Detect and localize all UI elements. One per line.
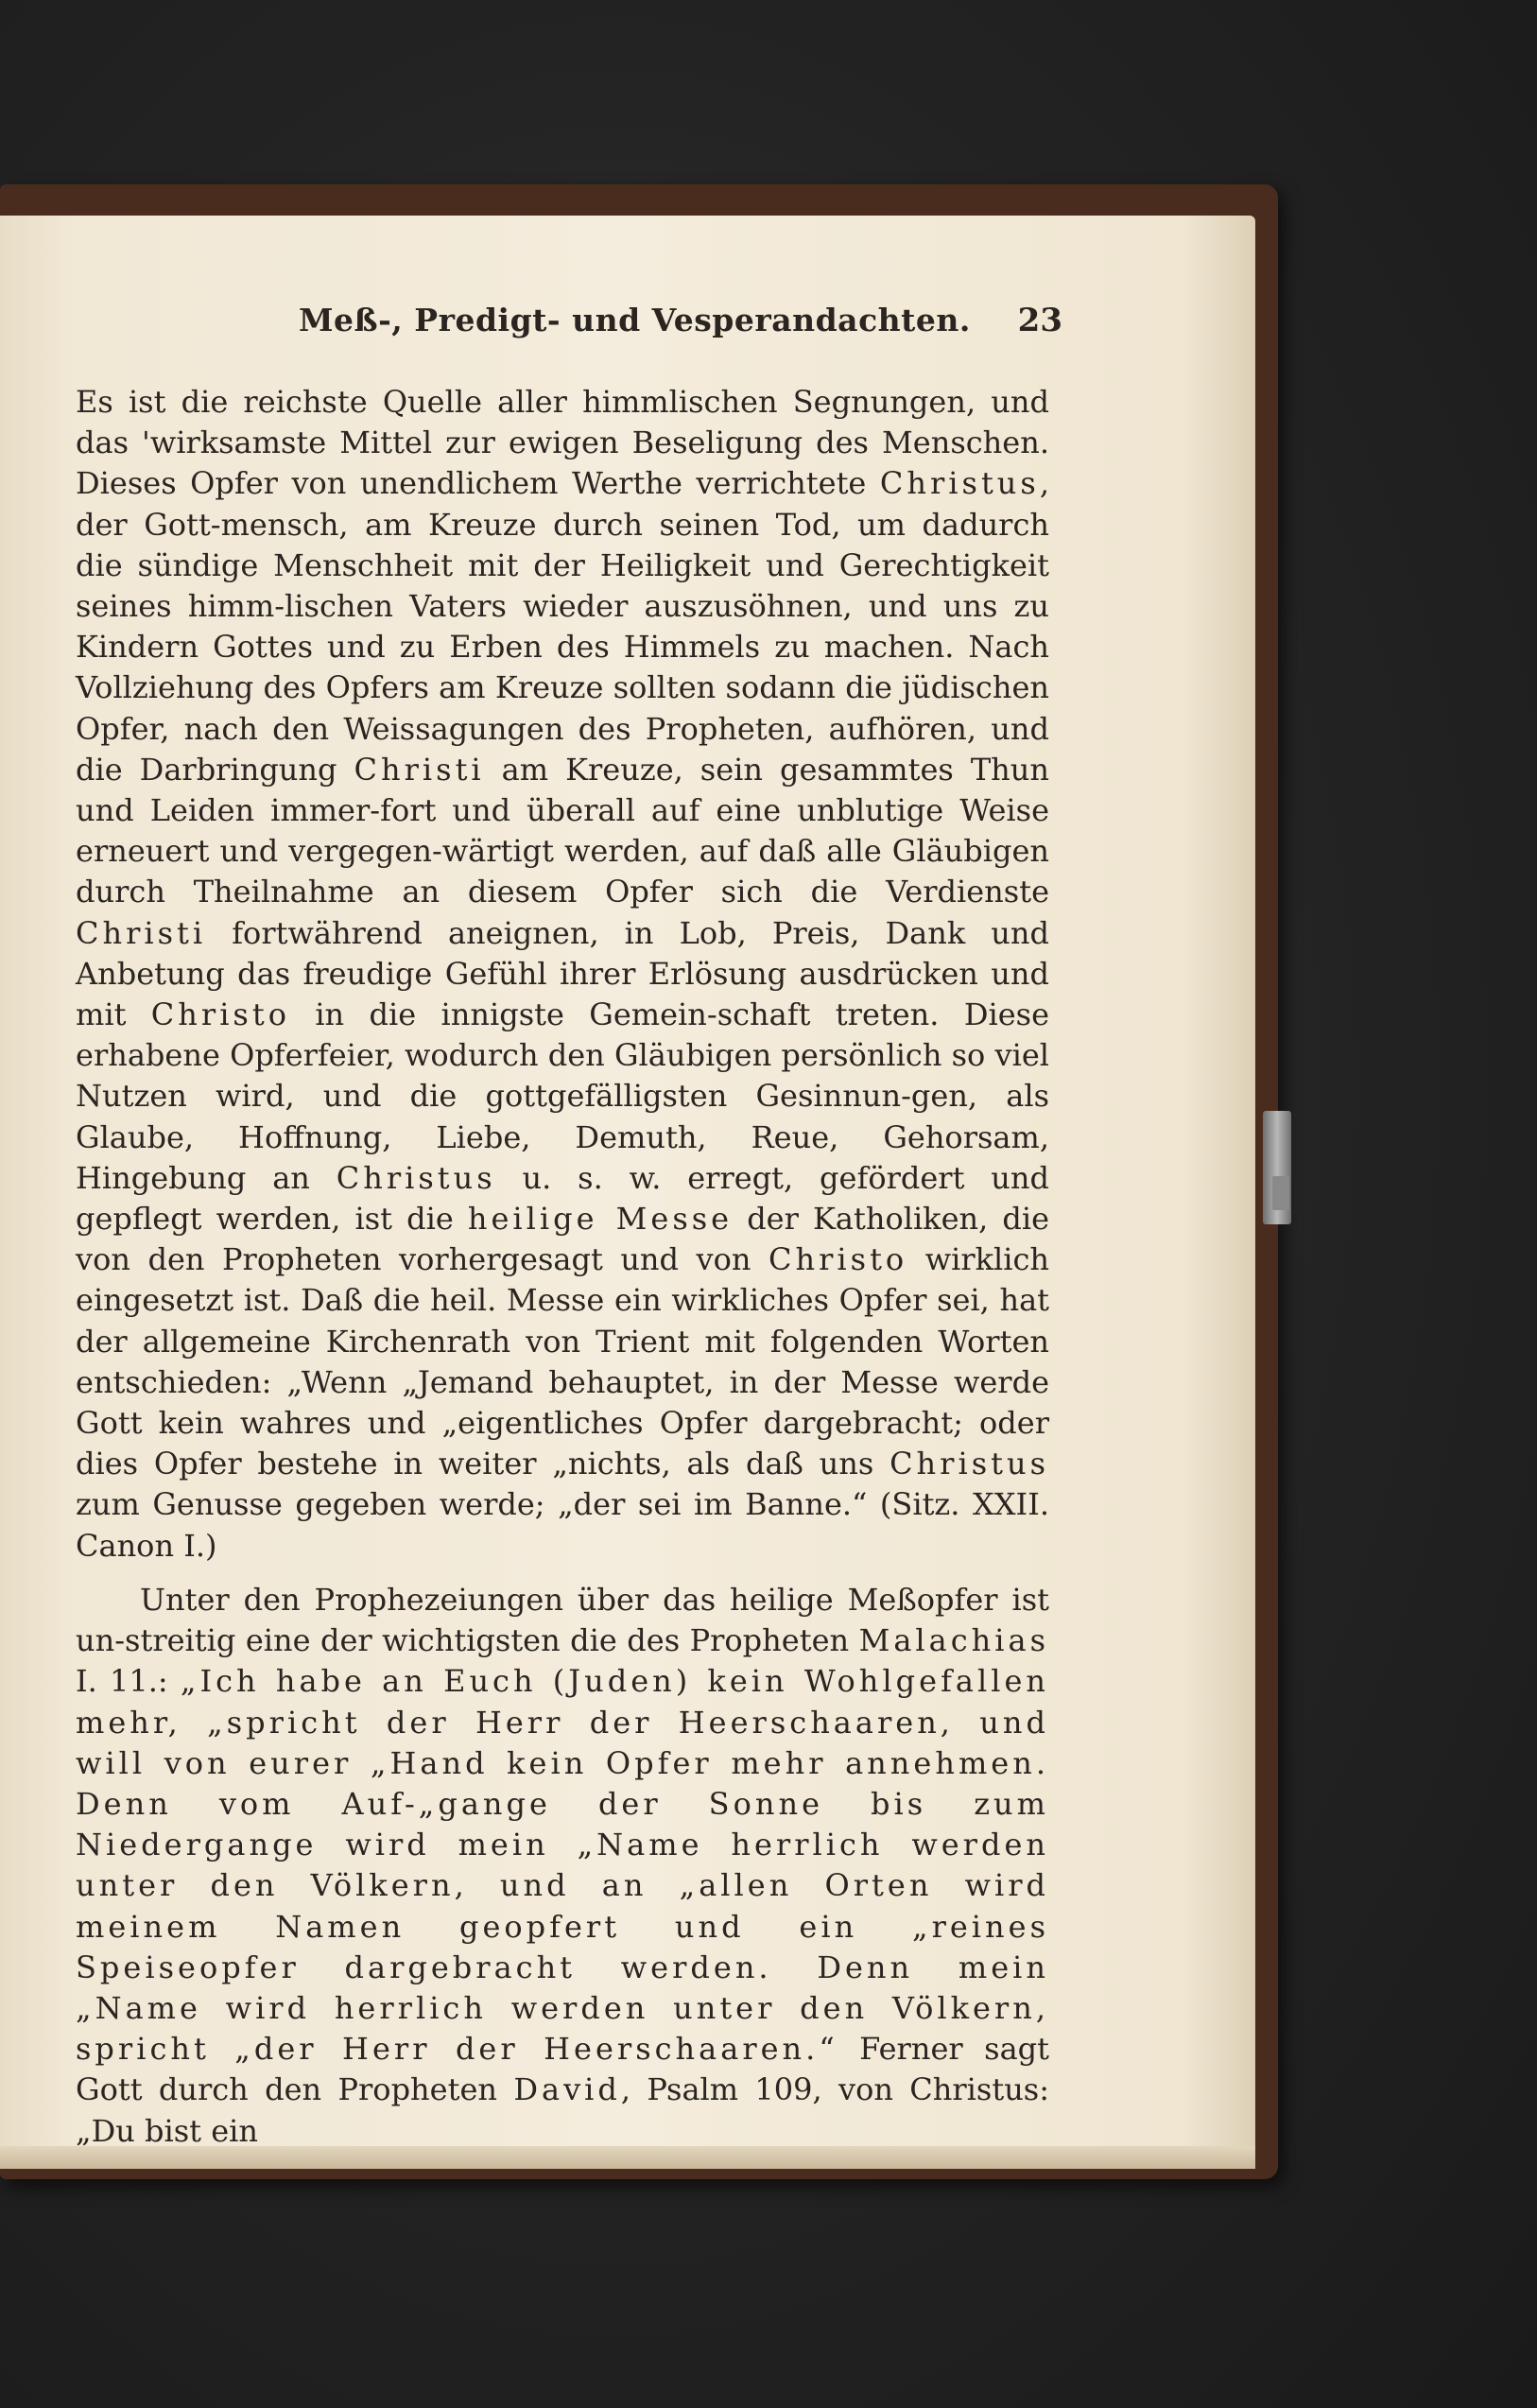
body-text — [76, 382, 1049, 2152]
text-run: der Katholiken, die von den Propheten vorhergesagt und von — [76, 1201, 1050, 1278]
text-run: fortwährend aneignen, in Lob, Preis, Dank und Anbetung das freudige Gefühl ihrer Erlösung ausdrücken und mit — [76, 914, 1049, 1033]
text-run: I. 11.: — [76, 1663, 181, 1700]
text-run: am Kreuze, sein gesammtes Thun und Leiden immer-fort und überall auf eine unblutige Weise erneuert und vergegen-wärtigt werden, auf daß alle Gläubigen durch Theilnahme an diesem Opfer sich die Verdienste — [76, 751, 1050, 910]
text-run: wirklich eingesetzt ist. Daß die heil. Messe ein wirkliches Opfer sei, hat der allgemeine Kirchenrath von Trient mit folgenden Worten entschieden: „Wenn „Jemand behauptet, in der Messe werde Gott kein wahres und „eigentliches Opfer dargebracht; oder dies Opfer bestehe in weiter „nichts, als daß uns — [76, 1241, 1050, 1482]
text-run: , Psalm 109, von Christus: „Du bist ein — [76, 2071, 1049, 2149]
paragraph — [76, 382, 1049, 1567]
spaced-text: David — [513, 2071, 621, 2108]
spaced-text: Christi — [76, 914, 207, 951]
text-run: u. s. w. erregt, gefördert und gepflegt werden, ist die — [76, 1159, 1050, 1238]
spaced-text: heilige Messe — [467, 1201, 734, 1238]
text-run: Unter den Prophezeiungen über das heilige Meßopfer ist un-streitig eine der wichtigsten die des Propheten — [76, 1581, 1049, 1659]
running-title: Meß-, Predigt- und Vesperandachten. — [299, 302, 971, 338]
page-number: 23 — [1017, 302, 1062, 339]
text-run: Es ist die reichste Quelle aller himmlischen Segnungen, und das 'wirksamste Mittel zur ewigen Beseligung des Menschen. Dieses Opfer von unendlichem Werthe verrichtete — [76, 384, 1049, 502]
text-run: Ferner sagt Gott durch den Propheten — [76, 2031, 1050, 2108]
running-head — [299, 296, 1062, 353]
spaced-text: Christus — [336, 1159, 496, 1196]
spaced-text: Christo — [768, 1241, 908, 1278]
paragraph — [76, 1580, 1049, 2152]
spaced-text: „Ich habe an Euch (Juden) kein Wohlgefallen mehr, „spricht der Herr der Heerschaaren, und will von eurer „Hand kein Opfer mehr annehmen. Denn vom Auf-„gange der Sonne bis zum Niedergange wird mein „Name herrlich werden unter den Völkern, und an „allen Orten wird meinem Namen geopfert und ein „reines Speiseopfer dargebracht werden. Denn mein „Name wird herrlich werden unter den Völkern, spricht „der Herr der Heerschaaren.“ — [76, 1663, 1050, 2068]
text-run: zum Genusse gegeben werde; „der sei im Banne.“ (Sitz. XXII. Canon I.) — [76, 1486, 1049, 1564]
text-run: , der Gott-mensch, am Kreuze durch seinen Tod, um dadurch die sündige Menschheit mit der Heiligkeit und Gerechtigkeit seines himm-lischen Vaters wieder auszusöhnen, und uns zu Kindern Gottes und zu Erben des Himmels zu machen. Nach Vollziehung des Opfers am Kreuze sollten sodann die jüdischen Opfer, nach den Weissagungen des Propheten, aufhören, und die Darbringung — [76, 465, 1049, 788]
spaced-text: Christo — [150, 996, 290, 1033]
book-clasp-tab — [1272, 1176, 1289, 1210]
spaced-text: Christus — [889, 1446, 1049, 1482]
spaced-text: Malachias — [858, 1622, 1049, 1659]
spaced-text: Christus — [879, 465, 1040, 502]
text-run: in die innigste Gemein-schaft treten. Diese erhabene Opferfeier, wodurch den Gläubigen persönlich so viel Nutzen wird, und die gottgefälligsten Gesinnun-gen, als Glaube, Hoffnung, Liebe, Demuth, Reue, Gehorsam, Hingebung an — [76, 996, 1050, 1196]
spaced-text: Christi — [354, 751, 485, 788]
